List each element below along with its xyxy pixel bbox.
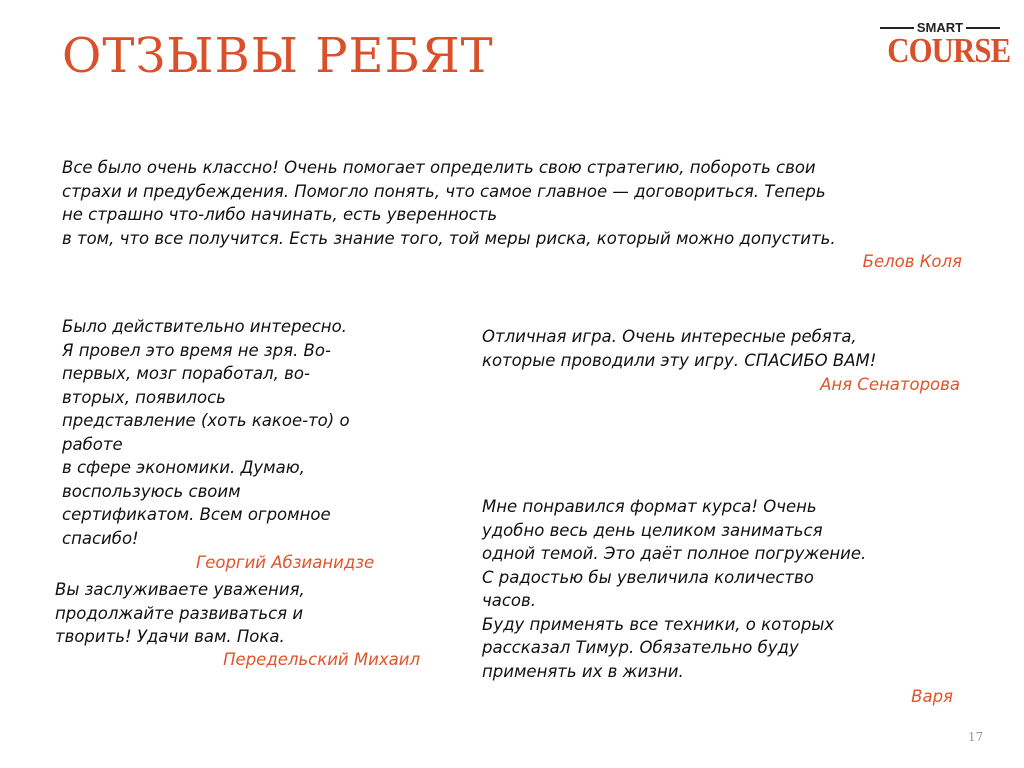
review-text-1: Все было очень классно! Очень помогает определить свою стратегию, побороть свои страхи и предубеждения. Помогло понять, что самое главное — договориться. Теперь не страшно что-либо начинать, есть уверенность в том, что все получится. Есть знание того, той меры риска, который можно допустить. bbox=[62, 158, 836, 248]
review-author-1: Белов Коля bbox=[862, 252, 962, 271]
review-text-4: Отличная игра. Очень интересные ребята, которые проводили эту игру. СПАСИБО ВАМ! bbox=[482, 327, 877, 370]
smart-course-logo bbox=[880, 20, 1011, 70]
review-author-2: Георгий Абзианидзе bbox=[196, 553, 375, 572]
review-text-5: Мне понравился формат курса! Очень удобно весь день целиком заниматься одной темой. Это даёт полное погружение. С радостью бы увеличила количество часов. Буду применять все техники, о которых рассказал Тимур. Обязательно буду применять их в жизни. bbox=[482, 497, 867, 681]
logo-smart: SMART bbox=[880, 20, 1000, 35]
page-title: ОТЗЫВЫ РЕБЯТ bbox=[62, 28, 494, 84]
review-author-5: Варя bbox=[911, 687, 953, 706]
page-number: 17 bbox=[968, 730, 984, 744]
review-text-3: Вы заслуживаете уважения, продолжайте развиваться и творить! Удачи вам. Пока. bbox=[55, 580, 305, 646]
logo-course: COURSE bbox=[887, 31, 1011, 70]
review-text-2: Было действительно интересно. Я провел это время не зря. Во- первых, мозг поработал, во- вторых, появилось представление (хоть какое-то) о работе в сфере экономики. Думаю, воспользуюсь своим сертификатом. Всем огромное спасибо! bbox=[62, 317, 350, 548]
review-author-3: Передельский Михаил bbox=[223, 650, 420, 669]
review-author-4: Аня Сенаторова bbox=[820, 375, 960, 394]
